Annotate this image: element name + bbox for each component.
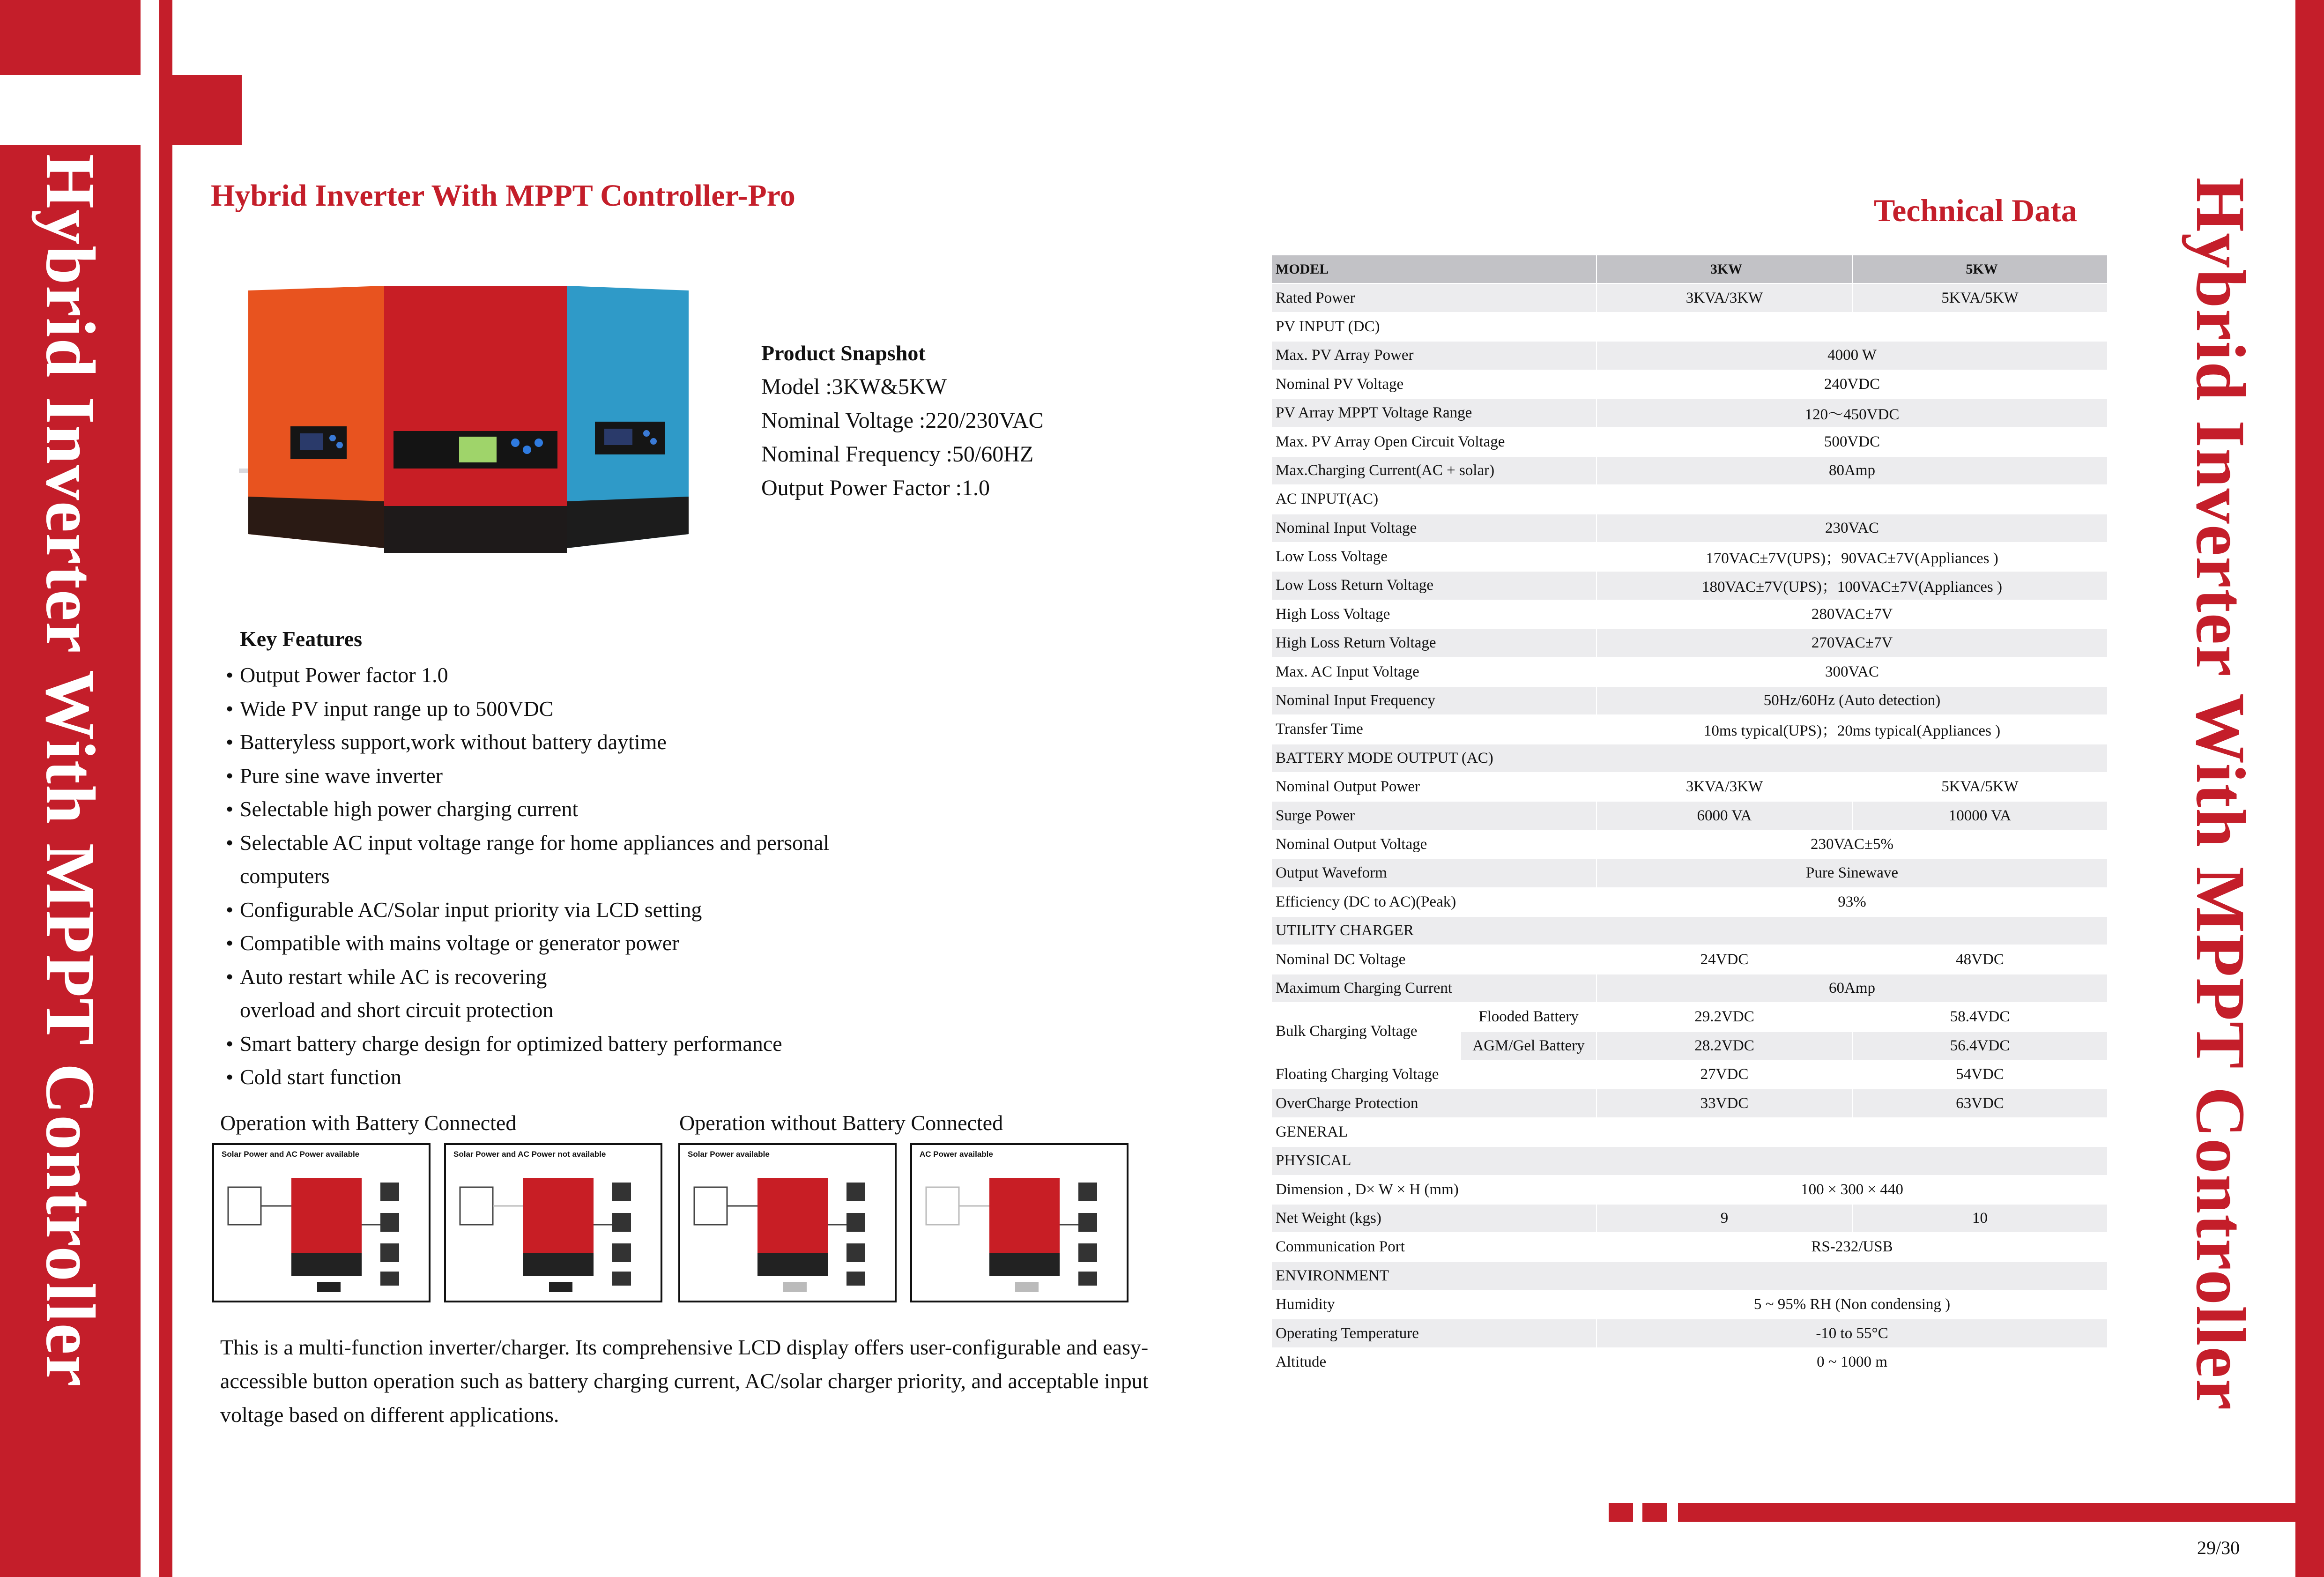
row-value: 60Amp xyxy=(1596,974,2108,1003)
value-5kw: 5KVA/5KW xyxy=(1852,773,2108,801)
table-row xyxy=(1271,571,2108,600)
value-3kw: 28.2VDC xyxy=(1596,1032,1852,1060)
table-row xyxy=(1271,773,2108,801)
row-value: Pure Sinewave xyxy=(1596,859,2108,887)
operation-diagram-4 xyxy=(910,1143,1129,1302)
row-value: 180VAC±7V(UPS)；100VAC±7V(Appliances ) xyxy=(1596,571,2108,600)
diagram-label: AC Power available xyxy=(920,1150,993,1159)
row-value: -10 to 55°C xyxy=(1596,1319,2108,1347)
row-value: 5 ~ 95% RH (Non condensing ) xyxy=(1596,1290,2108,1319)
table-section-row xyxy=(1271,485,2108,513)
row-label: Low Loss Voltage xyxy=(1271,543,1596,571)
table-row xyxy=(1271,629,2108,657)
bullet-icon: • xyxy=(226,1065,234,1089)
table-row xyxy=(1271,283,2108,312)
table-section-row xyxy=(1271,1118,2108,1146)
feature-text: Wide PV input range up to 500VDC xyxy=(240,696,554,721)
feature-item xyxy=(226,692,928,726)
row-label: Surge Power xyxy=(1271,801,1596,830)
feature-item xyxy=(226,725,928,759)
system-diagram-icon xyxy=(912,1159,1127,1300)
row-label: Nominal Output Voltage xyxy=(1271,830,1596,859)
operation-diagram-2 xyxy=(444,1143,662,1302)
row-value: 80Amp xyxy=(1596,456,2108,485)
bullet-icon: • xyxy=(226,797,234,821)
row-label: Output Waveform xyxy=(1271,859,1596,887)
value-5kw: 56.4VDC xyxy=(1852,1032,2108,1060)
header-5kw: 5KW xyxy=(1852,255,2108,283)
feature-item xyxy=(226,1027,928,1061)
feature-text: Smart battery charge design for optimized battery performance xyxy=(240,1031,782,1056)
row-value: 100 × 300 × 440 xyxy=(1596,1175,2108,1204)
right-red-band xyxy=(2295,0,2324,1577)
row-label: OverCharge Protection xyxy=(1271,1089,1596,1117)
feature-text: Batteryless support,work without battery daytime xyxy=(240,730,667,754)
row-label: Nominal DC Voltage xyxy=(1271,945,1596,974)
row-label: Operating Temperature xyxy=(1271,1319,1596,1347)
row-label: Communication Port xyxy=(1271,1233,1596,1261)
table-row xyxy=(1271,427,2108,456)
diagram-label: Solar Power and AC Power not available xyxy=(453,1150,606,1159)
row-label: Max. AC Input Voltage xyxy=(1271,657,1596,686)
section-label: BATTERY MODE OUTPUT (AC) xyxy=(1271,744,2108,773)
section-label: GENERAL xyxy=(1271,1118,2108,1146)
row-label: Efficiency (DC to AC)(Peak) xyxy=(1271,888,1596,916)
row-label: Floating Charging Voltage xyxy=(1271,1060,1596,1089)
bullet-icon: • xyxy=(226,964,234,989)
table-row xyxy=(1271,1060,2108,1089)
section-label: PHYSICAL xyxy=(1271,1146,2108,1175)
row-value: 170VAC±7V(UPS)；90VAC±7V(Appliances ) xyxy=(1596,543,2108,571)
key-features-heading: Key Features xyxy=(240,627,363,651)
value-5kw: 5KVA/5KW xyxy=(1852,283,2108,312)
feature-text: Pure sine wave inverter xyxy=(240,763,443,788)
key-features-list xyxy=(226,658,928,1094)
sub-label: Flooded Battery xyxy=(1461,1003,1596,1031)
bullet-icon: • xyxy=(226,931,234,955)
value-3kw: 33VDC xyxy=(1596,1089,1852,1117)
left-top-white-block xyxy=(0,75,141,145)
section-label: PV INPUT (DC) xyxy=(1271,312,2108,341)
value-3kw: 24VDC xyxy=(1596,945,1852,974)
table-row xyxy=(1271,1319,2108,1347)
table-section-row xyxy=(1271,744,2108,773)
row-value: 93% xyxy=(1596,888,2108,916)
feature-text-continued: overload and short circuit protection xyxy=(240,998,554,1022)
left-vertical-title: Hybrid Inverter With MPPT Controller xyxy=(31,154,109,1388)
row-value: 120～450VDC xyxy=(1596,399,2108,427)
diagram-label: Solar Power and AC Power available xyxy=(222,1150,360,1159)
table-row xyxy=(1271,974,2108,1003)
table-row xyxy=(1271,830,2108,859)
table-row xyxy=(1271,888,2108,916)
row-label: Dimension , D× W × H (mm) xyxy=(1271,1175,1596,1204)
section-label: UTILITY CHARGER xyxy=(1271,916,2108,945)
bullet-icon: • xyxy=(226,763,234,788)
row-label: Low Loss Return Voltage xyxy=(1271,571,1596,600)
row-value: RS-232/USB xyxy=(1596,1233,2108,1261)
feature-item xyxy=(226,893,928,927)
table-row xyxy=(1271,514,2108,543)
technical-data-table xyxy=(1271,254,2108,1377)
row-label: PV Array MPPT Voltage Range xyxy=(1271,399,1596,427)
product-snapshot xyxy=(761,336,1044,505)
value-5kw: 54VDC xyxy=(1852,1060,2108,1089)
table-section-row xyxy=(1271,1262,2108,1290)
row-value: 280VAC±7V xyxy=(1596,600,2108,629)
row-label: Max. PV Array Open Circuit Voltage xyxy=(1271,427,1596,456)
table-row xyxy=(1271,657,2108,686)
row-value: 10ms typical(UPS)；20ms typical(Appliances ) xyxy=(1596,715,2108,744)
value-5kw: 10 xyxy=(1852,1204,2108,1233)
table-row xyxy=(1271,686,2108,715)
table-row xyxy=(1271,1175,2108,1204)
row-label: Bulk Charging Voltage xyxy=(1271,1003,1461,1060)
feature-text: Selectable high power charging current xyxy=(240,797,579,821)
feature-item xyxy=(226,792,928,826)
row-label: Humidity xyxy=(1271,1290,1596,1319)
row-label: Nominal Input Voltage xyxy=(1271,514,1596,543)
row-label: High Loss Return Voltage xyxy=(1271,629,1596,657)
feature-item xyxy=(226,759,928,793)
row-value: 0 ~ 1000 m xyxy=(1596,1348,2108,1376)
table-row xyxy=(1271,715,2108,744)
row-value: 300VAC xyxy=(1596,657,2108,686)
row-label: Net Weight (kgs) xyxy=(1271,1204,1596,1233)
bullet-icon: • xyxy=(226,730,234,754)
table-row xyxy=(1271,1003,2108,1031)
table-row xyxy=(1271,456,2108,485)
row-label: Maximum Charging Current xyxy=(1271,974,1596,1003)
feature-text: Configurable AC/Solar input priority via LCD setting xyxy=(240,897,702,922)
feature-item xyxy=(226,658,928,692)
header-3kw: 3KW xyxy=(1596,255,1852,283)
feature-text-continued: computers xyxy=(240,864,330,888)
snapshot-power-factor: Output Power Factor :1.0 xyxy=(761,476,990,500)
table-row xyxy=(1271,1089,2108,1117)
snapshot-nominal-voltage: Nominal Voltage :220/230VAC xyxy=(761,408,1044,433)
row-value: 230VAC±5% xyxy=(1596,830,2108,859)
section-label: ENVIRONMENT xyxy=(1271,1262,2108,1290)
inverter-illustration xyxy=(239,272,712,562)
table-row xyxy=(1271,1290,2108,1319)
value-3kw: 6000 VA xyxy=(1596,801,1852,830)
feature-text: Compatible with mains voltage or generator power xyxy=(240,931,679,955)
table-row xyxy=(1271,801,2108,830)
table-body xyxy=(1271,283,2108,1376)
header-model: MODEL xyxy=(1271,255,1596,283)
row-value: 230VAC xyxy=(1596,514,2108,543)
row-label: Max. PV Array Power xyxy=(1271,341,1596,370)
table-header-row xyxy=(1271,255,2108,283)
value-3kw: 9 xyxy=(1596,1204,1852,1233)
system-diagram-icon xyxy=(680,1159,895,1300)
footer-red-bar xyxy=(1678,1503,2295,1522)
value-5kw: 10000 VA xyxy=(1852,801,2108,830)
snapshot-model: Model :3KW&5KW xyxy=(761,374,947,399)
bullet-icon: • xyxy=(226,1031,234,1056)
table-section-row xyxy=(1271,312,2108,341)
system-diagram-icon xyxy=(214,1159,429,1300)
row-value: 4000 W xyxy=(1596,341,2108,370)
row-label: Max.Charging Current(AC + solar) xyxy=(1271,456,1596,485)
left-white-stripe xyxy=(141,0,159,1577)
feature-item xyxy=(226,1060,928,1094)
table-row xyxy=(1271,1348,2108,1376)
feature-item xyxy=(226,960,928,1027)
row-label: Rated Power xyxy=(1271,283,1596,312)
snapshot-heading: Product Snapshot xyxy=(761,341,926,365)
row-label: High Loss Voltage xyxy=(1271,600,1596,629)
feature-text: Cold start function xyxy=(240,1065,401,1089)
product-photo xyxy=(239,272,712,562)
feature-item xyxy=(226,826,928,893)
value-3kw: 3KVA/3KW xyxy=(1596,773,1852,801)
right-vertical-title: Hybrid Inverter With MPPT Controller xyxy=(2182,177,2259,1411)
feature-item xyxy=(226,926,928,960)
feature-text: Output Power factor 1.0 xyxy=(240,663,448,687)
row-label: Transfer Time xyxy=(1271,715,1596,744)
value-5kw: 63VDC xyxy=(1852,1089,2108,1117)
left-red-stripe xyxy=(159,0,172,1577)
operation-with-battery-heading: Operation with Battery Connected xyxy=(220,1111,517,1135)
row-label: Nominal PV Voltage xyxy=(1271,370,1596,399)
technical-data-title: Technical Data xyxy=(1874,193,2077,228)
system-diagram-icon xyxy=(446,1159,661,1300)
operation-without-battery-heading: Operation without Battery Connected xyxy=(679,1111,1003,1135)
bullet-icon: • xyxy=(226,696,234,721)
table-row xyxy=(1271,859,2108,887)
bullet-icon: • xyxy=(226,663,234,687)
table-section-row xyxy=(1271,916,2108,945)
row-value: 240VDC xyxy=(1596,370,2108,399)
value-5kw: 48VDC xyxy=(1852,945,2108,974)
value-3kw: 27VDC xyxy=(1596,1060,1852,1089)
row-value: 50Hz/60Hz (Auto detection) xyxy=(1596,686,2108,715)
section-label: AC INPUT(AC) xyxy=(1271,485,2108,513)
bullet-icon: • xyxy=(226,897,234,922)
table-row xyxy=(1271,600,2108,629)
feature-text: Selectable AC input voltage range for home appliances and personal xyxy=(240,830,830,855)
table-row xyxy=(1271,1233,2108,1261)
feature-text: Auto restart while AC is recovering xyxy=(240,964,547,989)
bullet-icon: • xyxy=(226,830,234,855)
product-description: This is a multi-function inverter/charger. Its comprehensive LCD display offers user-configurable and easy-accessible button operation such as battery charging current, AC/solar charger priority, and acceptable input voltage based on different applications. xyxy=(220,1335,1149,1427)
table-row xyxy=(1271,945,2108,974)
footer-red-square xyxy=(1609,1503,1633,1522)
page-title: Hybrid Inverter With MPPT Controller-Pro xyxy=(211,179,795,213)
table-row xyxy=(1271,543,2108,571)
table-row xyxy=(1271,370,2108,399)
footer-red-square xyxy=(1642,1503,1667,1522)
value-3kw: 29.2VDC xyxy=(1596,1003,1852,1031)
table-row xyxy=(1271,341,2108,370)
table-section-row xyxy=(1271,1146,2108,1175)
row-value: 500VDC xyxy=(1596,427,2108,456)
table-row xyxy=(1271,1204,2108,1233)
row-value: 270VAC±7V xyxy=(1596,629,2108,657)
row-label: Nominal Input Frequency xyxy=(1271,686,1596,715)
operation-diagram-3 xyxy=(678,1143,897,1302)
value-5kw: 58.4VDC xyxy=(1852,1003,2108,1031)
operation-diagram-1 xyxy=(212,1143,431,1302)
row-label: Altitude xyxy=(1271,1348,1596,1376)
value-3kw: 3KVA/3KW xyxy=(1596,283,1852,312)
row-label: Nominal Output Power xyxy=(1271,773,1596,801)
sub-label: AGM/Gel Battery xyxy=(1461,1032,1596,1060)
diagram-label: Solar Power available xyxy=(688,1150,770,1159)
page-number: 29/30 xyxy=(2197,1537,2240,1558)
table-row xyxy=(1271,399,2108,427)
left-top-red-block xyxy=(172,75,242,145)
snapshot-nominal-frequency: Nominal Frequency :50/60HZ xyxy=(761,442,1034,467)
